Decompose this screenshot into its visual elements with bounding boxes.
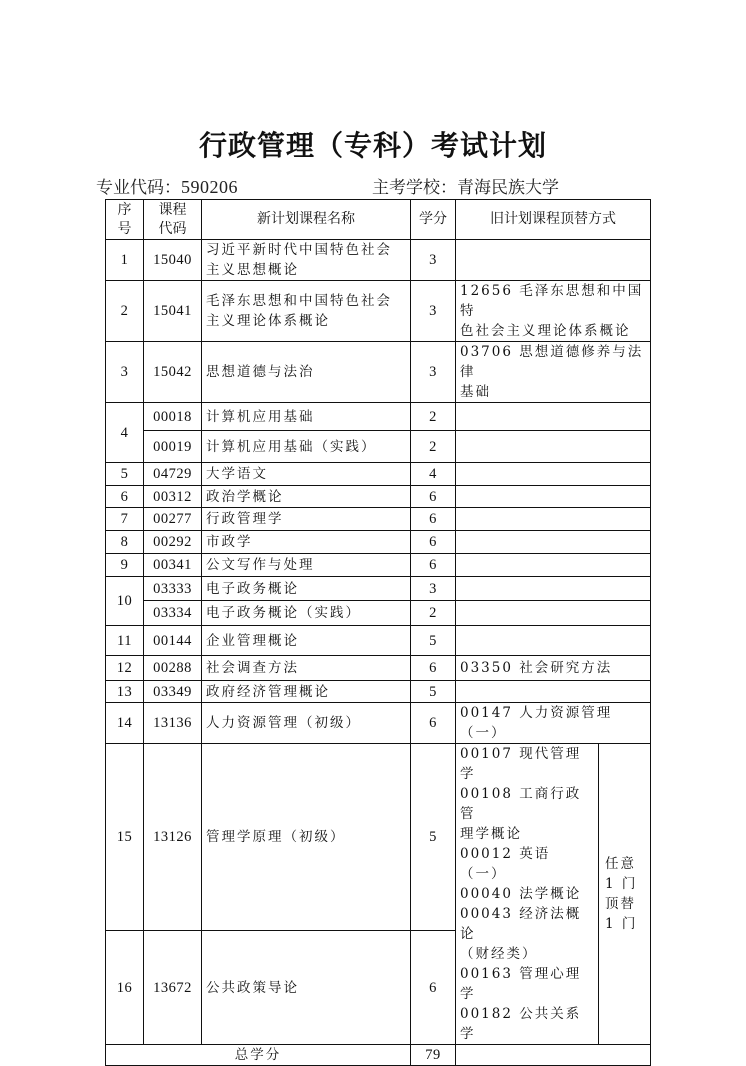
replace-cell (456, 577, 651, 601)
name-cell: 计算机应用基础 (202, 403, 411, 431)
credit-cell: 6 (411, 508, 456, 531)
header-name: 新计划课程名称 (202, 200, 411, 240)
header-seq: 序 号 (106, 200, 144, 240)
replace-cell (456, 531, 651, 554)
code-cell: 03349 (144, 681, 202, 703)
credit-cell: 3 (411, 577, 456, 601)
code-cell: 00019 (144, 431, 202, 463)
exam-plan-table (105, 199, 651, 1066)
major-code-label: 专业代码： (96, 178, 181, 198)
major-code (96, 173, 238, 198)
credit-cell: 2 (411, 431, 456, 463)
code-cell: 00292 (144, 531, 202, 554)
replace-cell: 12656 毛泽东思想和中国特 色社会主义理论体系概论 (456, 281, 651, 342)
credit-cell: 3 (411, 281, 456, 342)
shared-replace-courses: 00107 现代管理学 00108 工商行政管 理学概论 00012 英语（一） 00040 法学概论 00043 经济法概论 （财经类） 00163 管理心理学 00182 公共关系学 (456, 744, 599, 1045)
code-cell: 03334 (144, 601, 202, 626)
credit-cell: 6 (411, 703, 456, 744)
table-row (106, 601, 651, 626)
table-row (106, 626, 651, 656)
name-cell: 大学语文 (202, 463, 411, 486)
code-cell: 15042 (144, 342, 202, 403)
seq-cell: 11 (106, 626, 144, 656)
code-cell: 15041 (144, 281, 202, 342)
table-row (106, 744, 651, 931)
table-header-row (106, 200, 651, 240)
seq-cell: 10 (106, 577, 144, 626)
credit-cell: 2 (411, 601, 456, 626)
name-cell: 思想道德与法治 (202, 342, 411, 403)
seq-cell: 7 (106, 508, 144, 531)
credit-cell: 3 (411, 342, 456, 403)
name-cell: 计算机应用基础（实践） (202, 431, 411, 463)
code-cell: 03333 (144, 577, 202, 601)
table-row (106, 703, 651, 744)
credit-cell: 4 (411, 463, 456, 486)
table-row (106, 281, 651, 342)
name-cell: 行政管理学 (202, 508, 411, 531)
table-row (106, 486, 651, 508)
total-row (106, 1045, 651, 1066)
table-row (106, 342, 651, 403)
seq-cell: 1 (106, 240, 144, 281)
header-replace: 旧计划课程顶替方式 (456, 200, 651, 240)
credit-cell: 3 (411, 240, 456, 281)
seq-cell: 3 (106, 342, 144, 403)
header-credit: 学分 (411, 200, 456, 240)
page-title: 行政管理（专科）考试计划 (198, 129, 547, 162)
seq-cell: 9 (106, 554, 144, 577)
seq-cell: 15 (106, 744, 144, 931)
replace-cell: 03706 思想道德修养与法律 基础 (456, 342, 651, 403)
replace-cell (456, 463, 651, 486)
table-row (106, 656, 651, 681)
table-row (106, 240, 651, 281)
replace-cell (456, 681, 651, 703)
header-code: 课程 代码 (144, 200, 202, 240)
code-cell: 00018 (144, 403, 202, 431)
code-cell: 13136 (144, 703, 202, 744)
name-cell: 企业管理概论 (202, 626, 411, 656)
credit-cell: 6 (411, 554, 456, 577)
seq-cell: 8 (106, 531, 144, 554)
code-cell: 04729 (144, 463, 202, 486)
code-cell: 15040 (144, 240, 202, 281)
name-cell: 公共政策导论 (202, 931, 411, 1045)
seq-cell: 6 (106, 486, 144, 508)
seq-cell: 2 (106, 281, 144, 342)
credit-cell: 6 (411, 931, 456, 1045)
replace-cell (456, 431, 651, 463)
seq-cell: 5 (106, 463, 144, 486)
name-cell: 政治学概论 (202, 486, 411, 508)
name-cell: 电子政务概论（实践） (202, 601, 411, 626)
major-code-value: 590206 (181, 177, 238, 197)
replace-cell (456, 403, 651, 431)
credit-cell: 2 (411, 403, 456, 431)
seq-cell: 4 (106, 403, 144, 463)
code-cell: 00277 (144, 508, 202, 531)
seq-cell: 13 (106, 681, 144, 703)
credit-cell: 6 (411, 531, 456, 554)
code-cell: 00144 (144, 626, 202, 656)
name-cell: 管理学原理（初级） (202, 744, 411, 931)
name-cell: 社会调查方法 (202, 656, 411, 681)
seq-cell: 16 (106, 931, 144, 1045)
seq-cell: 14 (106, 703, 144, 744)
code-cell: 13126 (144, 744, 202, 931)
school (372, 173, 559, 198)
credit-cell: 6 (411, 486, 456, 508)
table-row (106, 508, 651, 531)
replace-cell (456, 601, 651, 626)
name-cell: 市政学 (202, 531, 411, 554)
credit-cell: 5 (411, 681, 456, 703)
name-cell: 人力资源管理（初级） (202, 703, 411, 744)
table-row (106, 431, 651, 463)
total-empty-cell (456, 1045, 651, 1066)
name-cell: 毛泽东思想和中国特色社会 主义理论体系概论 (202, 281, 411, 342)
replace-cell (456, 486, 651, 508)
replace-cell (456, 554, 651, 577)
table-row (106, 554, 651, 577)
code-cell: 13672 (144, 931, 202, 1045)
table-row (106, 577, 651, 601)
school-label: 主考学校： (372, 178, 457, 198)
name-cell: 习近平新时代中国特色社会 主义思想概论 (202, 240, 411, 281)
seq-cell: 12 (106, 656, 144, 681)
credit-cell: 6 (411, 656, 456, 681)
replace-rule: 任意 1 门 顶替 1 门 (599, 744, 651, 1045)
code-cell: 00341 (144, 554, 202, 577)
credit-cell: 5 (411, 626, 456, 656)
replace-cell (456, 626, 651, 656)
name-cell: 政府经济管理概论 (202, 681, 411, 703)
table-row (106, 681, 651, 703)
table-row (106, 531, 651, 554)
total-label: 总学分 (106, 1045, 411, 1066)
replace-cell (456, 240, 651, 281)
code-cell: 00288 (144, 656, 202, 681)
credit-cell: 5 (411, 744, 456, 931)
replace-cell (456, 508, 651, 531)
name-cell: 电子政务概论 (202, 577, 411, 601)
replace-cell: 03350 社会研究方法 (456, 656, 651, 681)
total-credit: 79 (411, 1045, 456, 1066)
table-row (106, 403, 651, 431)
name-cell: 公文写作与处理 (202, 554, 411, 577)
replace-cell: 00147 人力资源管理（一） (456, 703, 651, 744)
school-value: 青海民族大学 (457, 178, 559, 198)
table-row (106, 463, 651, 486)
code-cell: 00312 (144, 486, 202, 508)
